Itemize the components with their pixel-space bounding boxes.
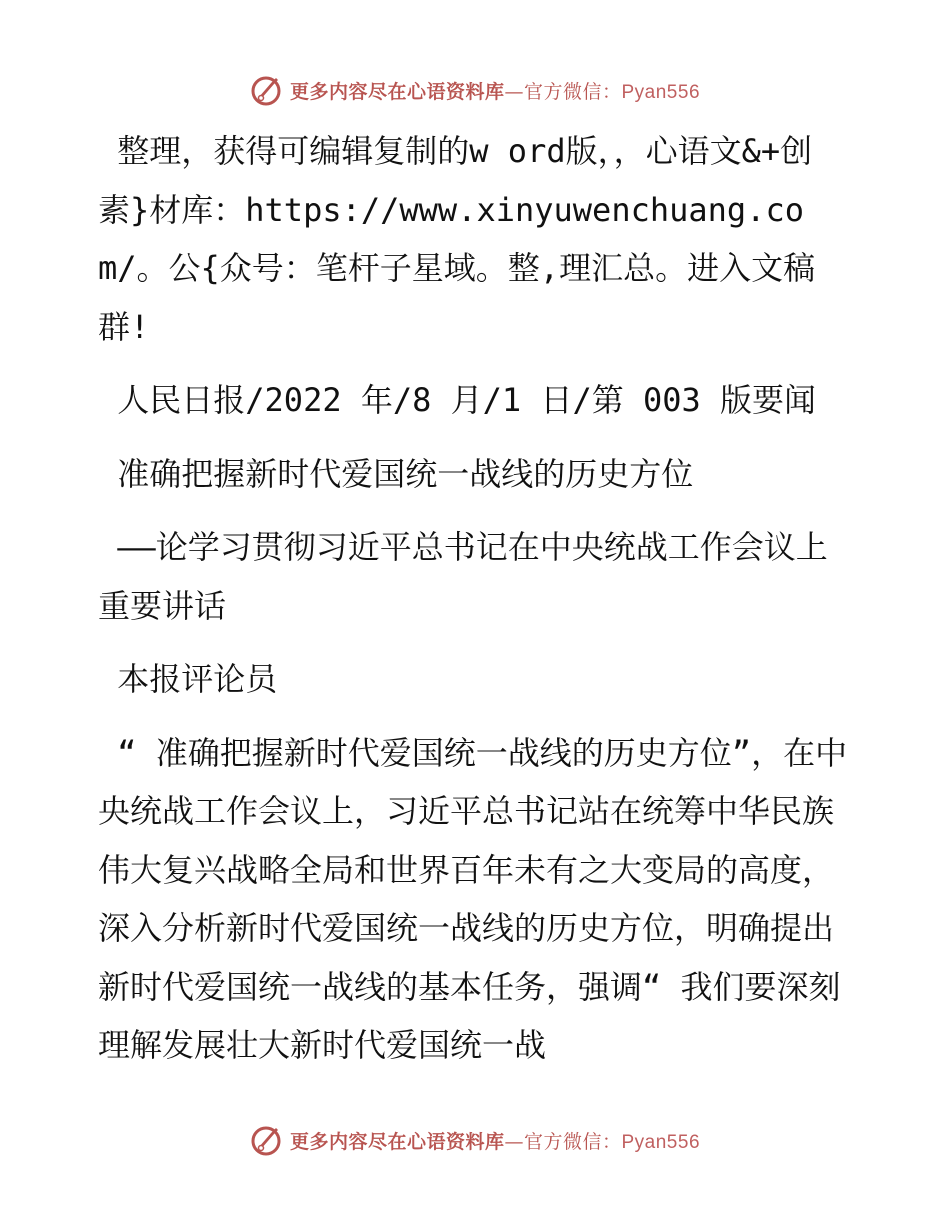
intro-paragraph: 整理，获得可编辑复制的w ord版，，心语文&+创素}材库：https://www.xinyuwenchuang.com/。公{众号：笔杆子星域。整,理汇总。进入文稿群!: [98, 132, 816, 346]
banner-text: [290, 1127, 700, 1154]
article-title: 准确把握新时代爱国统一战线的历史方位: [98, 454, 694, 493]
banner-official-label: 官方微信：: [523, 1130, 622, 1153]
document-body: [98, 122, 873, 1075]
banner-main-text: 更多内容尽在心语资料库: [289, 1130, 505, 1153]
banner-separator: —: [504, 80, 524, 103]
banner-main-text: 更多内容尽在心语资料库: [289, 80, 505, 103]
article-body-paragraph: “ 准确把握新时代爱国统一战线的历史方位”，在中央统战工作会议上，习近平总书记站在统筹中华民族伟大复兴战略全局和世界百年未有之大变局的高度， 深入分析新时代爱国统一战线的历史方位，明确提出新时代爱国统一战线的基本任务，强调“ 我们要深刻理解发展壮大新时代爱国统一战: [98, 733, 873, 1064]
article-subtitle: ——论学习贯彻习近平总书记在中央统战工作会议上重要讲话: [98, 528, 828, 625]
brush-logo-icon: [250, 1123, 284, 1157]
banner-text: [290, 77, 700, 104]
brush-logo-icon: [250, 73, 284, 107]
footer-watermark-banner: [0, 1120, 950, 1160]
header-watermark-banner: [0, 70, 950, 110]
banner-wechat-id: Pyan556: [621, 81, 701, 103]
article-author: 本报评论员: [98, 660, 278, 698]
banner-wechat-id: Pyan556: [621, 1131, 701, 1153]
source-line: 人民日报/2022 年/8 月/1 日/第 003 版要闻: [98, 381, 817, 419]
banner-separator: —: [504, 1130, 524, 1153]
banner-official-label: 官方微信：: [523, 80, 622, 103]
